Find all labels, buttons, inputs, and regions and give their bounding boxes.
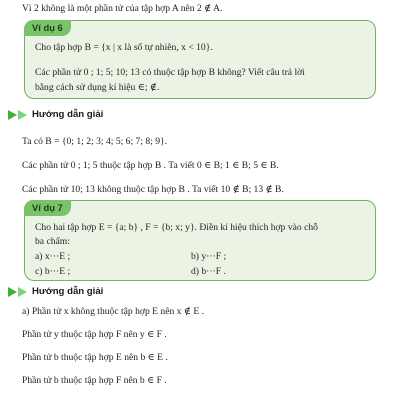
solution-6-heading-label: Hướng dẫn giải — [32, 108, 104, 120]
solution-7-line-2: Phần tử y thuộc tập hợp F nên y ∈ F . — [22, 329, 167, 340]
example-6-tag: Ví dụ 6 — [24, 20, 71, 36]
solution-6-heading — [8, 108, 103, 121]
example-6-line-1: Cho tập hợp B = {x | x là số tự nhiên, x < 10}. — [35, 42, 213, 53]
example-7-option-b: b) y···F ; — [191, 251, 227, 262]
solution-6-line-2: Các phần tử 0 ; 1; 5 thuộc tập hợp B . Ta viết 0 ∈ B; 1 ∈ B; 5 ∈ B. — [22, 160, 279, 171]
example-6-line-2: Các phần tử 0 ; 1; 5; 10; 13 có thuộc tập hợp B không? Viết câu trả lời — [35, 67, 305, 78]
solution-6-line-3: Các phần tử 10; 13 không thuộc tập hợp B . Ta viết 10 ∉ B; 13 ∉ B. — [22, 184, 284, 195]
double-arrow-icon — [8, 110, 17, 120]
double-arrow-icon-4 — [18, 287, 27, 297]
example-7-tag: Ví dụ 7 — [24, 200, 71, 216]
solution-7-heading-label: Hướng dẫn giải — [32, 285, 104, 297]
solution-7-line-4: Phần tử b thuộc tập hợp F nên b ∈ F . — [22, 375, 167, 386]
example-7-box — [24, 200, 376, 281]
example-7-line-1: Cho hai tập hợp E = {a; b} , F = {b; x; y}. Điền kí hiệu thích hợp vào chỗ — [35, 222, 318, 233]
example-7-option-d: d) b···F . — [191, 266, 226, 277]
solution-7-line-3: Phần tử b thuộc tập hợp E nên b ∈ E . — [22, 352, 168, 363]
example-6-box — [24, 20, 376, 99]
example-7-option-a: a) x···E ; — [35, 251, 71, 262]
solution-6-line-1: Ta có B = {0; 1; 2; 3; 4; 5; 6; 7; 8; 9}. — [22, 136, 168, 147]
example-6-line-3: bằng cách sử dụng kí hiệu ∈; ∉. — [35, 82, 160, 93]
example-7-option-c: c) b···E ; — [35, 266, 71, 277]
double-arrow-icon-3 — [8, 287, 17, 297]
double-arrow-icon-2 — [18, 110, 27, 120]
solution-7-line-1: a) Phần tử x không thuộc tập hợp E nên x ∉ E . — [22, 306, 205, 317]
solution-7-heading — [8, 285, 103, 298]
example-7-line-2: ba chấm: — [35, 236, 70, 247]
intro-line: Vì 2 không là một phần tử của tập hợp A nên 2 ∉ A. — [22, 3, 223, 14]
